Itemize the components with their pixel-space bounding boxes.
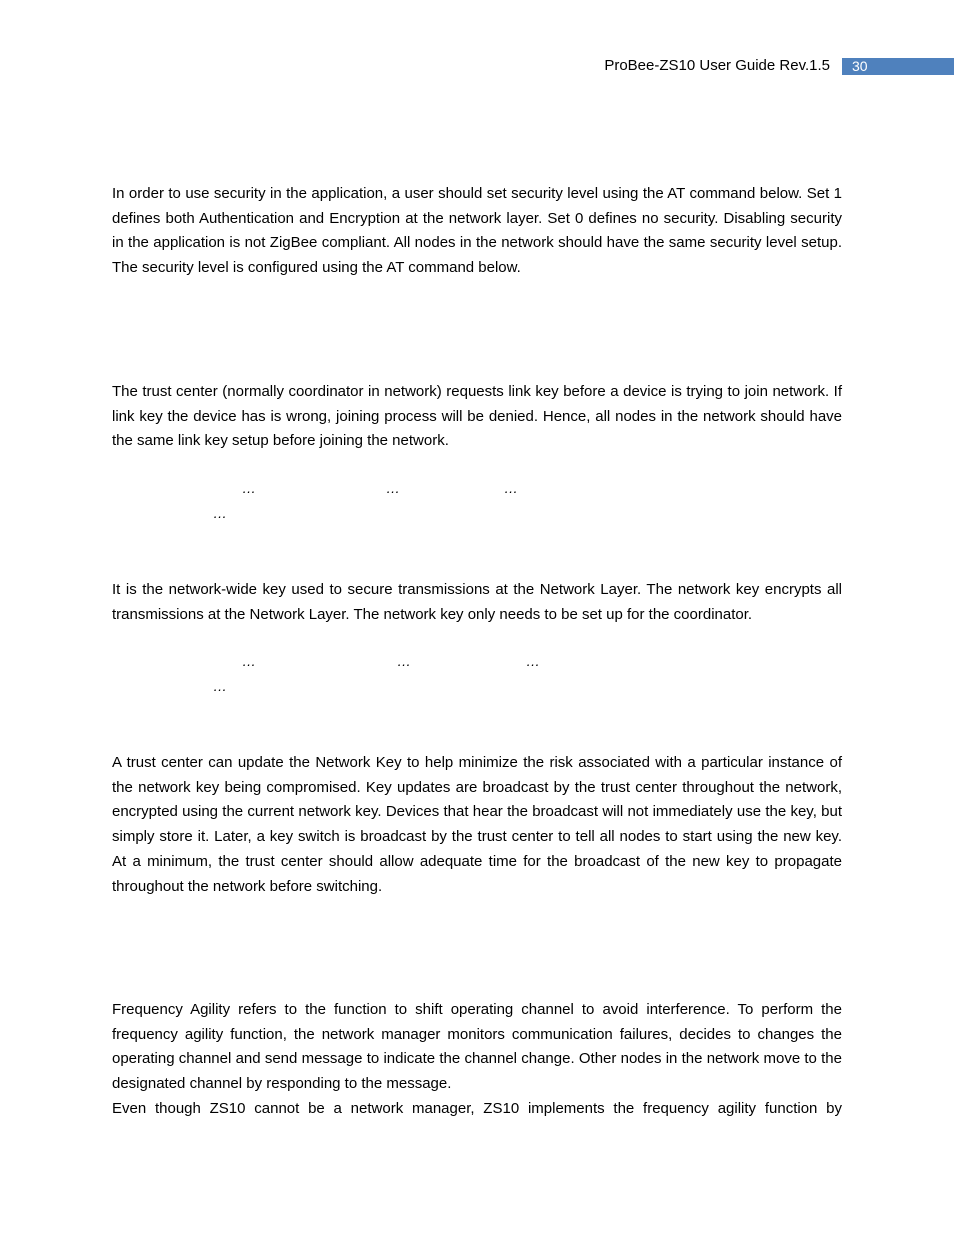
- network-key-omitted-1: …: [242, 653, 256, 669]
- network-key-paragraph: It is the network-wide key used to secure transmissions at the Network Layer. The network key encrypts all transmissions at the Network Layer. The network key only needs to be set up for the coordinator.: [112, 581, 842, 623]
- document-title: ProBee-ZS10 User Guide Rev.1.5: [604, 57, 830, 74]
- link-key-paragraph: The trust center (normally coordinator in network) requests link key before a device is trying to join network. If link key the device has is wrong, joining process will be denied. Hence, all nodes in the network should have the same link key setup before joining the network.: [112, 383, 842, 450]
- link-key-omitted-3: …: [504, 480, 518, 496]
- link-key-omitted-2: …: [386, 480, 400, 496]
- network-key-omitted-3: …: [526, 653, 540, 669]
- frequency-agility-paragraph: Frequency Agility refers to the function to shift operating channel to avoid interference. To perform the frequency agility function, the network manager monitors communication failures, decides to changes the operating channel and send message to indicate the channel change. Other nodes in the network move to the designated channel by responding to the message.: [112, 1001, 842, 1093]
- page-header: [0, 56, 954, 76]
- network-key-omitted-4: …: [213, 678, 227, 694]
- link-key-omitted-1: …: [242, 480, 256, 496]
- link-key-omitted-4: …: [213, 505, 227, 521]
- frequency-agility-continued-paragraph: Even though ZS10 cannot be a network manager, ZS10 implements the frequency agility function by: [112, 1100, 842, 1117]
- security-level-paragraph: In order to use security in the application, a user should set security level using the AT command below. Set 1 defines both Authentication and Encryption at the network layer. Set 0 defines no security. Disabling security in the application is not ZigBee compliant. All nodes in the network should have the same security level setup. The security level is configured using the AT command below.: [112, 185, 842, 277]
- key-update-paragraph: A trust center can update the Network Key to help minimize the risk associated with a particular instance of the network key being compromised. Key updates are broadcast by the trust center throughout the network, encrypted using the current network key. Devices that hear the broadcast will not immediately use the key, but simply store it. Later, a key switch is broadcast by the trust center to tell all nodes to start using the new key. At a minimum, the trust center should allow adequate time for the broadcast of the new key to propagate throughout the network before switching.: [112, 754, 842, 895]
- page-number-badge: 30: [842, 58, 954, 75]
- network-key-omitted-2: …: [397, 653, 411, 669]
